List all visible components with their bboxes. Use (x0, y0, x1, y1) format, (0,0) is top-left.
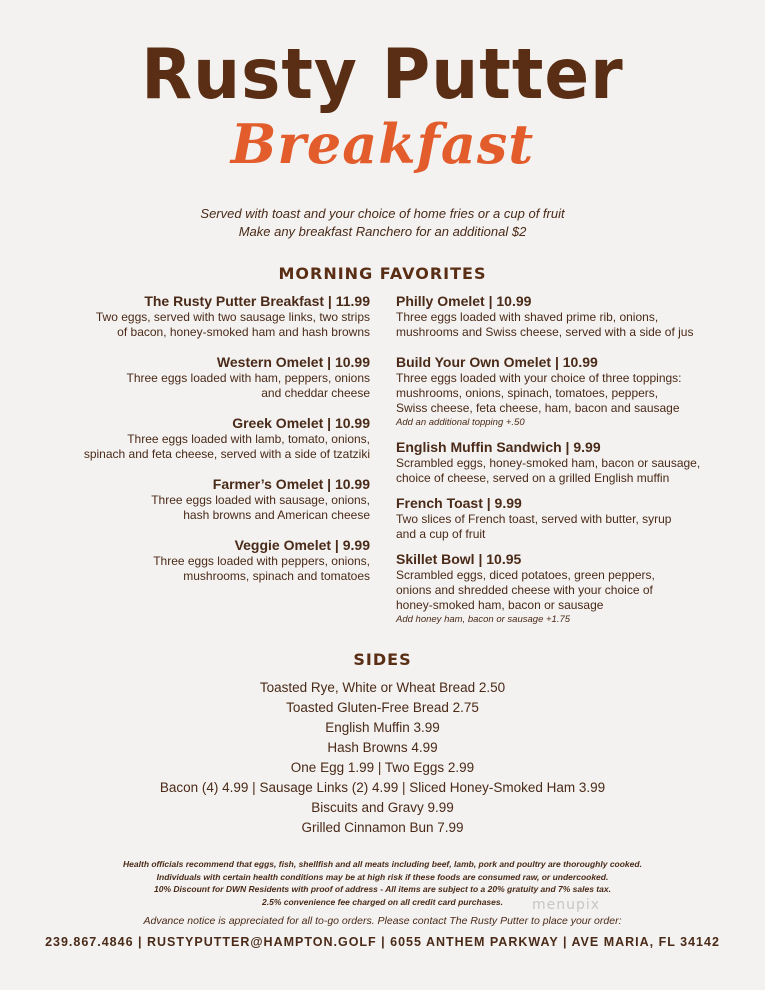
side-item: One Egg 1.99 | Two Eggs 2.99 (290, 760, 475, 775)
morning-favorites-heading: MORNING FAVORITES (278, 264, 487, 283)
sides-list (0, 678, 765, 838)
menu-item-desc: mushrooms, spinach and tomatoes (183, 569, 370, 583)
fine-print-line: Individuals with certain health conditions may be at high risk if these foods are consumed raw, or undercooked. (156, 871, 609, 882)
menu-item-name: Western Omelet | 10.99 (216, 354, 370, 370)
sides-heading: SIDES (353, 650, 412, 669)
menu-subtitle: Breakfast (230, 112, 535, 176)
menu-item-desc: Three eggs loaded with ham, peppers, onions (126, 371, 370, 385)
menu-item-desc: Scrambled eggs, honey-smoked ham, bacon or sausage, (396, 456, 701, 470)
side-item: Toasted Rye, White or Wheat Bread 2.50 (259, 680, 506, 695)
menu-item-desc: Two eggs, served with two sausage links, two strips (95, 310, 370, 324)
side-item: Hash Browns 4.99 (327, 740, 438, 755)
menu-item-desc: mushrooms and Swiss cheese, served with a side of jus (396, 325, 694, 339)
menu-item (396, 438, 741, 486)
menupix-watermark: menupix (532, 897, 601, 913)
intro-line-1: Served with toast and your choice of home fries or a cup of fruit (200, 206, 565, 221)
footer (0, 858, 765, 950)
menu-item-desc: Three eggs loaded with shaved prime rib, onions, (396, 310, 659, 324)
menu-item-desc: Three eggs loaded with peppers, onions, (153, 554, 370, 568)
menu-item-name: French Toast | 9.99 (396, 495, 522, 511)
menu-item (396, 292, 741, 340)
menu-item-desc: mushrooms, onions, spinach, tomatoes, peppers, (396, 386, 659, 400)
menu-item-desc: honey-smoked ham, bacon or sausage (396, 598, 604, 612)
menu-item (396, 550, 741, 627)
side-item: Bacon (4) 4.99 | Sausage Links (2) 4.99 | Sliced Honey-Smoked Ham 3.99 (159, 780, 606, 795)
side-item: Grilled Cinnamon Bun 7.99 (301, 820, 464, 835)
menu-item-desc: spinach and feta cheese, served with a side of tzatziki (83, 447, 370, 461)
menu-item (30, 353, 370, 401)
contact-info: 239.867.4846 | RUSTYPUTTER@HAMPTON.GOLF | 6055 ANTHEM PARKWAY | AVE MARIA, FL 34142 (45, 935, 720, 949)
intro-line-2: Make any breakfast Ranchero for an additional $2 (238, 224, 527, 239)
menu-item (30, 536, 370, 584)
menu-item-desc: choice of cheese, served on a grilled English muffin (396, 471, 670, 485)
menu-item (30, 414, 370, 462)
menu-item (396, 494, 741, 542)
menu-item-name: Veggie Omelet | 9.99 (234, 537, 370, 553)
restaurant-title: Rusty Putter (141, 34, 624, 115)
menu-item-desc: of bacon, honey-smoked ham and hash browns (117, 325, 370, 339)
fine-print-line: 10% Discount for DWN Residents with proof of address - All items are subject to a 20% gratuity and 7% sales tax. (154, 884, 611, 894)
menu-item-desc: and a cup of fruit (396, 527, 486, 541)
menu-item-desc: and cheddar cheese (261, 386, 370, 400)
menu-item-desc: Scrambled eggs, diced potatoes, green peppers, (396, 568, 655, 582)
menu-item-desc: Three eggs loaded with lamb, tomato, onions, (127, 432, 370, 446)
menu-item-name: Build Your Own Omelet | 10.99 (396, 354, 598, 370)
right-menu-column (396, 292, 741, 640)
fine-print-line: 2.5% convenience fee charged on all credit card purchases. (262, 896, 503, 907)
menu-item-desc: onions and shredded cheese with your choice of (396, 583, 653, 597)
menu-item-desc: Swiss cheese, feta cheese, ham, bacon and sausage (396, 401, 680, 415)
menu-item-desc: Two slices of French toast, served with butter, syrup (396, 512, 672, 526)
menu-item (396, 353, 741, 430)
menu-item-name: Greek Omelet | 10.99 (232, 415, 370, 431)
advance-notice: Advance notice is appreciated for all to-go orders. Please contact The Rusty Putter to place your order: (143, 915, 622, 927)
menu-item-note: Add honey ham, bacon or sausage +1.75 (396, 614, 571, 625)
menu-item-desc: hash browns and American cheese (183, 508, 370, 522)
intro-text (0, 205, 765, 241)
side-item: Biscuits and Gravy 9.99 (311, 800, 454, 815)
menu-item-note: Add an additional topping +.50 (396, 417, 525, 428)
menu-item-name: Farmer’s Omelet | 10.99 (212, 476, 370, 492)
menu-item-name: English Muffin Sandwich | 9.99 (396, 439, 601, 455)
menu-item-name: The Rusty Putter Breakfast | 11.99 (144, 293, 370, 309)
side-item: English Muffin 3.99 (325, 720, 440, 735)
menu-item-name: Philly Omelet | 10.99 (396, 293, 532, 309)
left-menu-column (30, 292, 370, 597)
menu-item (30, 475, 370, 523)
menu-item-name: Skillet Bowl | 10.95 (396, 551, 522, 567)
menu-item (30, 292, 370, 340)
fine-print-line: Health officials recommend that eggs, fish, shellfish and all meats including beef, lamb, pork and poultry are thoroughly cooked. (123, 859, 642, 869)
side-item: Toasted Gluten-Free Bread 2.75 (286, 700, 479, 715)
menu-item-desc: Three eggs loaded with sausage, onions, (151, 493, 370, 507)
menu-item-desc: Three eggs loaded with your choice of three toppings: (396, 371, 682, 385)
